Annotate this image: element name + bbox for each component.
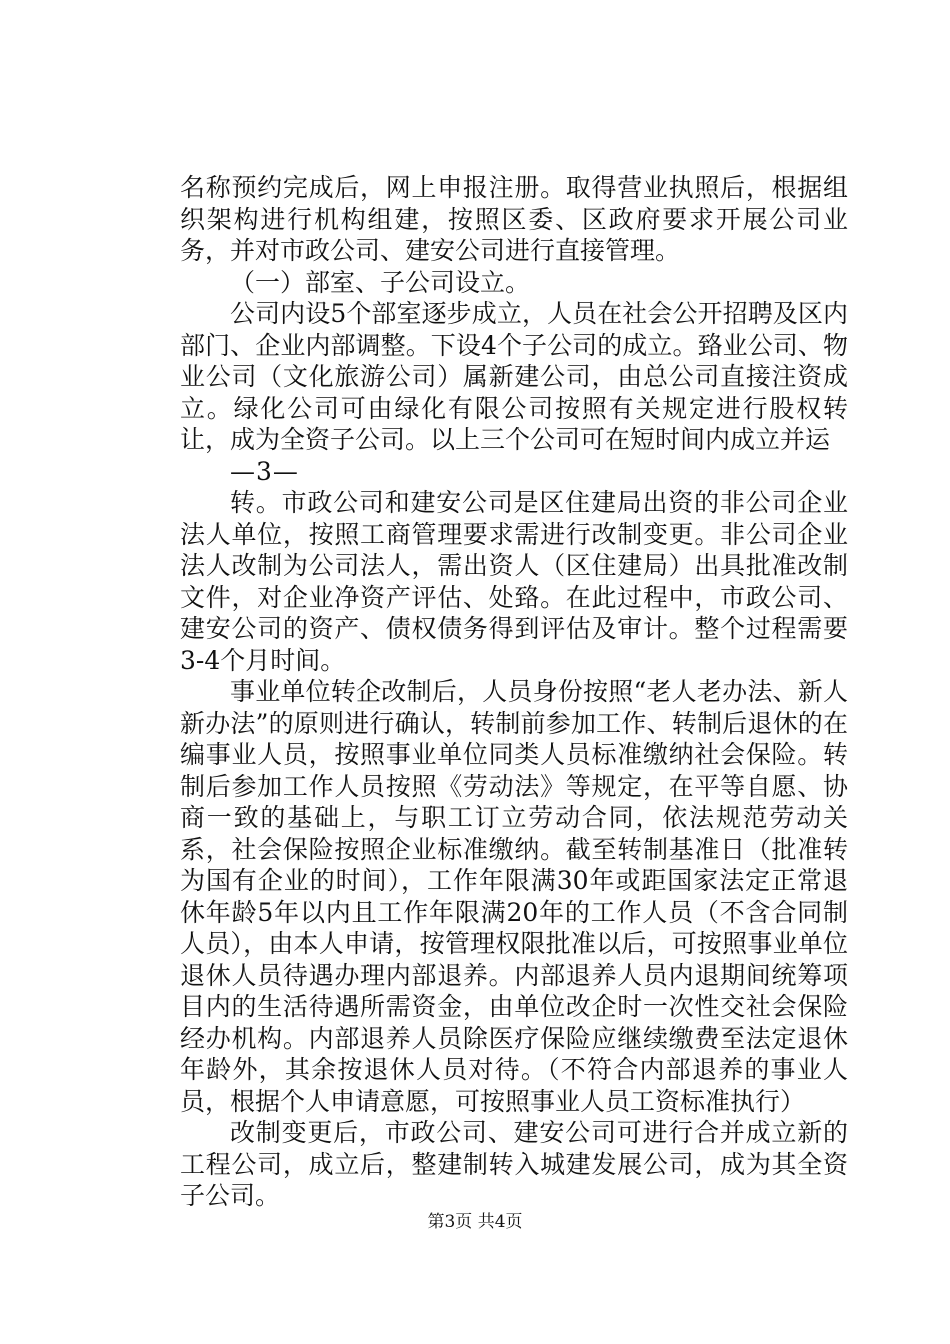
paragraph-continuation: 名称预约完成后，网上申报注册。取得营业执照后，根据组织架构进行机构组建，按照区委、区政府要求开展公司业务，并对市政公司、建安公司进行直接管理。 — [180, 173, 848, 265]
paragraph-personnel: 事业单位转企改制后，人员身份按照“老人老办法、新人新办法”的原则进行确认，转制前参加工作、转制后退休的在编事业人员，按照事业单位同类人员标准缴纳社会保险。转制后参加工作人员按照《劳动法》等规定，在平等自愿、协商一致的基础上，与职工订立劳动合同，依法规范劳动关系，社会保险按照企业标准缴纳。截至转制基准日（批准转为国有企业的时间），工作年限满30年或距国家法定正常退休年龄5年以内且工作年限满20年的工作人员（不含合同制人员），由本人申请，按管理权限批准以后，可按照事业单位退休人员待遇办理内部退养。内部退养人员内退期间统筹项目内的生活待遇所需资金，由单位改企时一次性交社会保险经办机构。内部退养人员除医疗保险应继续缴费至法定退休年龄外，其余按退休人员对待。（不符合内部退养的事业人员，根据个人申请意愿，可按照事业人员工资标准执行） — [180, 677, 848, 1116]
page-footer: 第3页 共4页 — [427, 1212, 523, 1232]
paragraph-departments: 公司内设5个部室逐步成立，人员在社会公开招聘及区内部门、企业内部调整。下设4个子公司的成立。臵业公司、物业公司（文化旅游公司）属新建公司，由总公司直接注资成立。绿化公司可由绿化有限公司按照有关规定进行股权转让，成为全资子公司。以上三个公司可在短时间内成立并运 — [180, 299, 848, 454]
section-heading: （一）部室、子公司设立。 — [230, 267, 531, 297]
page-number-marker: —3— — [230, 456, 299, 486]
paragraph-restructuring: 转。市政公司和建安公司是区住建局出资的非公司企业法人单位，按照工商管理要求需进行改制变更。非公司企业法人改制为公司法人，需出资人（区住建局）出具批准改制文件，对企业净资产评估、处臵。在此过程中，市政公司、建安公司的资产、债权债务得到评估及审计。整个过程需要3-4个月时间。 — [180, 488, 848, 675]
document-body — [180, 172, 848, 1212]
paragraph-merger: 改制变更后，市政公司、建安公司可进行合并成立新的工程公司，成立后，整建制转入城建发展公司，成为其全资子公司。 — [180, 1118, 848, 1210]
